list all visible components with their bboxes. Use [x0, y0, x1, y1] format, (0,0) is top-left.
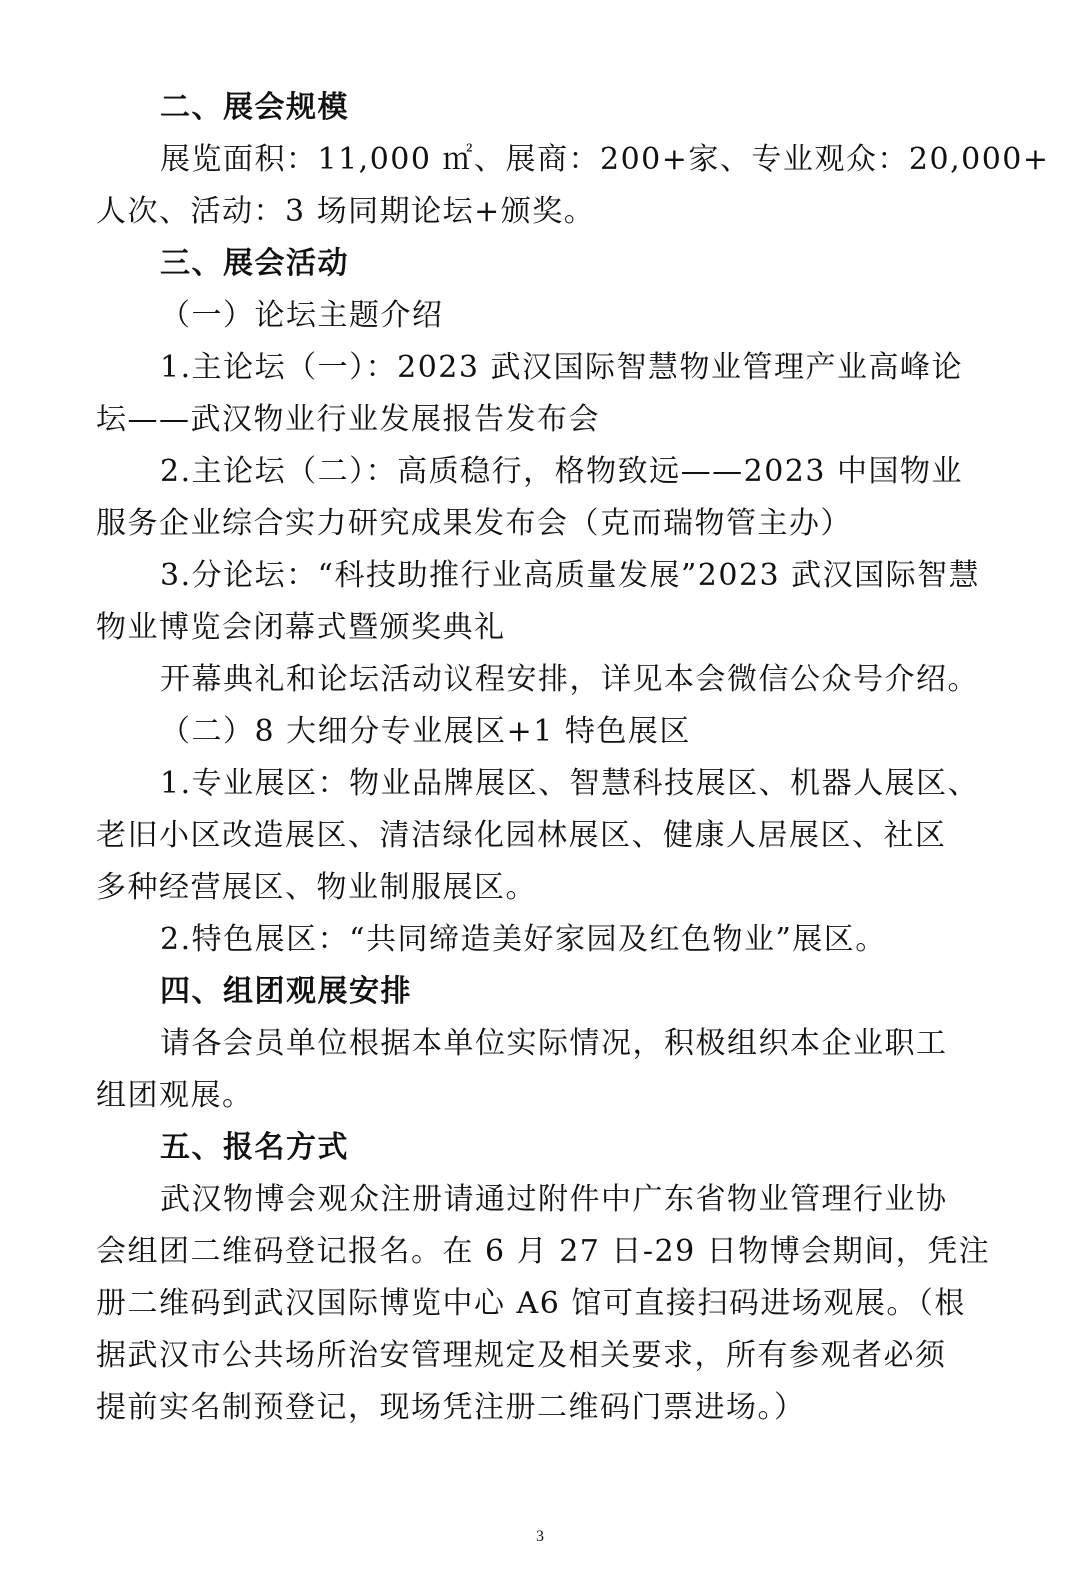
text-line: 人次、活动：3 场同期论坛+颁奖。 — [96, 194, 596, 229]
text-line: 1.专业展区：物业品牌展区、智慧科技展区、机器人展区、 — [160, 766, 980, 801]
text-line: 展览面积：11,000 ㎡、展商：200+家、专业观众：20,000+ — [160, 142, 1050, 177]
text-line: 武汉物博会观众注册请通过附件中广东省物业管理行业协 — [160, 1182, 948, 1217]
text-line: 会组团二维码登记报名。在 6 月 27 日-29 日物博会期间，凭注 — [96, 1234, 991, 1269]
text-line: 老旧小区改造展区、清洁绿化园林展区、健康人居展区、社区 — [96, 818, 947, 853]
text-line: （二）8 大细分专业展区+1 特色展区 — [160, 714, 691, 749]
text-line: 物业博览会闭幕式暨颁奖典礼 — [96, 610, 506, 645]
text-line: 坛——武汉物业行业发展报告发布会 — [96, 402, 600, 437]
text-line: 3.分论坛：“科技助推行业高质量发展”2023 武汉国际智慧 — [160, 558, 981, 593]
text-line: 2.主论坛（二）：高质稳行，格物致远——2023 中国物业 — [160, 454, 964, 489]
text-line: 1.主论坛（一）：2023 武汉国际智慧物业管理产业高峰论 — [160, 350, 964, 385]
text-line: 多种经营展区、物业制服展区。 — [96, 870, 537, 905]
text-line: 册二维码到武汉国际博览中心 A6 馆可直接扫码进场观展。（根 — [96, 1286, 966, 1321]
section-heading: 三、展会活动 — [160, 246, 349, 281]
text-line: 开幕典礼和论坛活动议程安排，详见本会微信公众号介绍。 — [160, 662, 979, 697]
text-line: 提前实名制预登记，现场凭注册二维码门票进场。） — [96, 1390, 806, 1425]
document-body — [96, 82, 1050, 1434]
text-line: （一）论坛主题介绍 — [160, 298, 444, 333]
text-line: 据武汉市公共场所治安管理规定及相关要求，所有参观者必须 — [96, 1338, 947, 1373]
section-heading: 四、组团观展安排 — [160, 974, 412, 1009]
text-line: 2.特色展区：“共同缔造美好家园及红色物业”展区。 — [160, 922, 887, 957]
section-heading: 五、报名方式 — [160, 1130, 349, 1165]
text-line: 服务企业综合实力研究成果发布会（克而瑞物管主办） — [96, 506, 852, 541]
section-heading: 二、展会规模 — [160, 90, 349, 125]
text-line: 组团观展。 — [96, 1078, 254, 1113]
page-number: 3 — [536, 1528, 544, 1545]
text-line: 请各会员单位根据本单位实际情况，积极组织本企业职工 — [160, 1026, 948, 1061]
